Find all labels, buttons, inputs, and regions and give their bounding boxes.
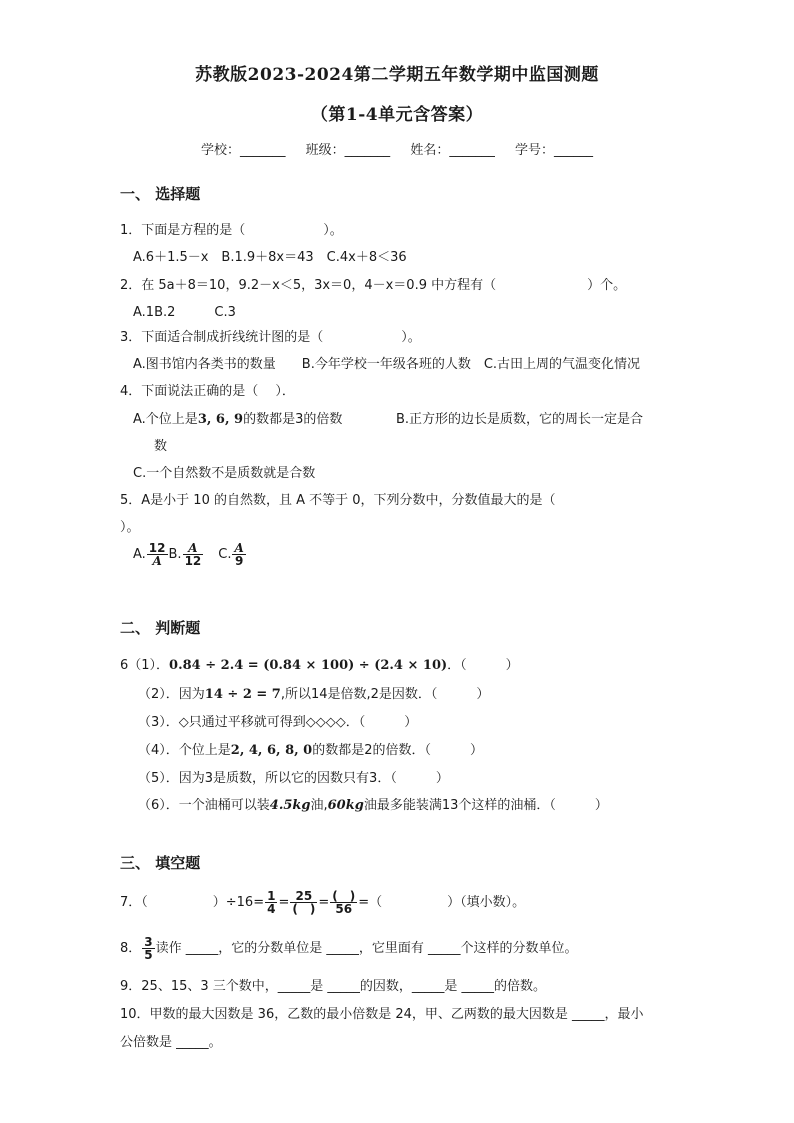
question-1-stem: 1．下面是方程的是（ ）。 (120, 223, 343, 238)
q7-fraction-1: $\frac{1}{4}$ (267, 889, 276, 916)
school-field: 学校：_______ (201, 143, 286, 158)
q6-p6-math-1: 4.5kg (269, 798, 311, 813)
exam-subtitle: （第1-4单元含答案） (310, 105, 484, 125)
q7-fraction-2: $\frac{25}{( )}$ (292, 889, 316, 916)
question-7 (120, 890, 525, 915)
section-heading-choice: 一、 选择题 (120, 185, 201, 203)
question-5-options (133, 542, 247, 567)
question-4-option-b-line1: B.正方形的边长是质数，它的周长一定是合 (396, 412, 644, 427)
question-1-options: A.6＋1.5－x B.1.9＋8x＝43 C.4x＋8＜36 (133, 250, 407, 265)
question-6-part-5: （5）．因为3是质数，所以它的因数只有3．（ ） (138, 771, 449, 786)
q8-post: 读作 _____，它的分数单位是 _____，它里面有 _____个这样的分数单位。 (155, 941, 578, 956)
q8-fraction: $\frac{3}{5}$ (144, 935, 153, 962)
question-4-option-c: C.一个自然数不是质数就是合数 (133, 466, 316, 481)
question-10-line1: 10．甲数的最大因数是 36，乙数的最小倍数是 24，甲、乙两数的最大因数是 _____，最小 (120, 1007, 644, 1022)
q4-opt-a-post: 的数都是3的倍数 (243, 412, 343, 427)
question-4-stem: 4．下面说法正确的是（ ）． (120, 384, 295, 399)
question-6-part-1 (120, 654, 519, 673)
q6-p2-math: 14 ÷ 2 = 7 (204, 687, 281, 702)
question-2-stem: 2．在 5a＋8＝10，9.2－x＜5，3x＝0，4－x＝0.9 中方程有（ ）个。 (120, 278, 627, 293)
q6-p1-post: ．（ ） (447, 658, 519, 673)
q7-fraction-3: $\frac{( )}{56}$ (332, 889, 356, 916)
q6-p2-post: ,所以14是倍数,2是因数．（ ） (280, 687, 490, 702)
question-4-option-a (133, 408, 342, 427)
q7-post: =（ ）（填小数）。 (358, 895, 526, 910)
question-6-part-4 (138, 739, 483, 758)
question-5-stem-line2: ）。 (120, 520, 140, 535)
question-2-options: A.1B.2 C.3 (133, 305, 236, 320)
question-10-line2: 公倍数是 _____。 (120, 1035, 222, 1050)
q6-p4-math: 2, 4, 6, 8, 0 (230, 743, 313, 758)
question-6-part-3: （3）．◇只通过平移就可得到◇◇◇◇．（ ） (138, 715, 418, 730)
q6-p6-post: 油最多能装满13个这样的油桶．（ ） (363, 798, 608, 813)
q5-opt-b-label: B. (168, 547, 182, 562)
q6-p6-pre: （6）．一个油桶可以装 (138, 798, 270, 813)
name-field: 姓名：_______ (410, 143, 495, 158)
q6-p6-mid: 油, (310, 798, 328, 813)
q6-p4-post: 的数都是2的倍数．（ ） (312, 743, 483, 758)
q6-p6-math-2: 60kg (327, 798, 364, 813)
q6-p1-math: 0.84 ÷ 2.4 = (0.84 × 100) ÷ (2.4 × 10) (169, 658, 448, 673)
q7-equals-1: = (278, 895, 290, 910)
q8-pre: 8． (120, 941, 142, 956)
student-info-row (0, 139, 794, 158)
question-9: 9．25、15、3 三个数中，_____是 _____的因数，_____是 _____的倍数。 (120, 979, 547, 994)
section-heading-fill-in: 三、 填空题 (120, 854, 201, 872)
section-heading-judgment: 二、 判断题 (120, 619, 201, 637)
exam-title: 苏教版2023-2024第二学期五年数学期中监国测题 (195, 65, 599, 85)
q5-opt-a-label: A. (133, 547, 146, 562)
class-field: 班级：_______ (305, 143, 391, 158)
q5-opt-a-fraction: $\frac{12}{A}$ (148, 541, 166, 568)
question-3-options: A.图书馆内各类书的数量 B.今年学校一年级各班的人数 C.古田上周的气温变化情况 (133, 357, 641, 372)
question-5-stem-line1: 5．A是小于 10 的自然数，且 A 不等于 0，下列分数中，分数值最大的是（ (120, 493, 556, 508)
q7-equals-2: = (318, 895, 330, 910)
q7-pre: 7．（ ）÷16= (120, 895, 265, 910)
q4-opt-a-math: 3, 6, 9 (197, 412, 244, 427)
q5-opt-b-fraction: $\frac{A}{12}$ (184, 541, 202, 568)
q6-p2-pre: （2）．因为 (138, 687, 205, 702)
q5-opt-c-fraction: $\frac{A}{9}$ (234, 541, 244, 568)
q4-opt-a-pre: A.个位上是 (133, 412, 198, 427)
q5-opt-c-label: C. (218, 547, 232, 562)
q6-p1-pre: 6（1）． (120, 658, 170, 673)
question-4-option-b-line2: 数 (154, 439, 168, 454)
question-8 (120, 936, 578, 961)
question-3-stem: 3．下面适合制成折线统计图的是（ ）。 (120, 330, 421, 345)
question-6-part-2 (138, 683, 489, 702)
question-6-part-6 (138, 794, 608, 813)
student-number-field: 学号：______ (514, 143, 593, 158)
q6-p4-pre: （4）．个位上是 (138, 743, 231, 758)
